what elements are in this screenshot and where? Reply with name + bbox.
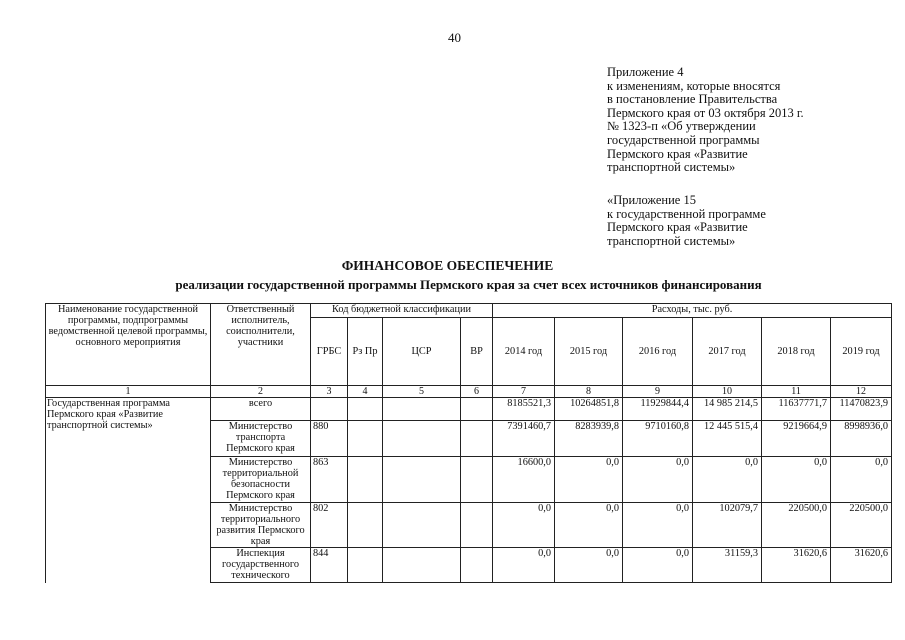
column-number: 11 <box>762 386 831 398</box>
grbs-cell: 844 <box>311 548 348 583</box>
value-cell: 11929844,4 <box>623 398 693 421</box>
appendix-4-line: № 1323-п «Об утверждении <box>607 119 756 134</box>
table-row <box>46 398 892 421</box>
value-cell: 16600,0 <box>493 457 555 503</box>
value-cell: 10264851,8 <box>555 398 623 421</box>
header-year: 2019 год <box>831 318 892 386</box>
appendix-15-line: Пермского края «Развитие <box>607 220 748 235</box>
value-cell: 0,0 <box>623 548 693 583</box>
value-cell: 0,0 <box>623 457 693 503</box>
header-year: 2014 год <box>493 318 555 386</box>
responsible-cell: Министерство транспорта Пермского края <box>211 421 311 457</box>
header-budget-code: Код бюджетной классификации <box>311 304 493 318</box>
value-cell: 0,0 <box>555 503 623 548</box>
vr-cell <box>461 548 493 583</box>
header-responsible: Ответственный исполнитель, соисполнители, участники <box>211 304 311 386</box>
column-number: 10 <box>693 386 762 398</box>
responsible-cell: Инспекция государственного технического <box>211 548 311 583</box>
column-number: 12 <box>831 386 892 398</box>
grbs-cell: 863 <box>311 457 348 503</box>
grbs-cell: 802 <box>311 503 348 548</box>
column-number: 2 <box>211 386 311 398</box>
column-number: 8 <box>555 386 623 398</box>
value-cell: 0,0 <box>831 457 892 503</box>
appendix-15-line: к государственной программе <box>607 206 766 221</box>
appendix-4-block <box>607 66 804 175</box>
appendix-15-line: транспортной системы» <box>607 233 736 248</box>
appendix-4-line: Пермского края от 03 октября 2013 г. <box>607 105 804 120</box>
csr-cell <box>383 421 461 457</box>
value-cell: 0,0 <box>493 548 555 583</box>
value-cell: 31159,3 <box>693 548 762 583</box>
appendix-4-line: транспортной системы» <box>607 160 736 175</box>
value-cell: 9710160,8 <box>623 421 693 457</box>
header-year: 2018 год <box>762 318 831 386</box>
document-subtitle: реализации государственной программы Пермского края за счет всех источников финансирования <box>175 277 762 292</box>
rzpr-cell <box>348 421 383 457</box>
column-number: 9 <box>623 386 693 398</box>
value-cell: 0,0 <box>693 457 762 503</box>
header-csr: ЦСР <box>383 318 461 386</box>
header-rzpr: Рз Пр <box>348 318 383 386</box>
header-vr: ВР <box>461 318 493 386</box>
value-cell: 9219664,9 <box>762 421 831 457</box>
csr-cell <box>383 398 461 421</box>
vr-cell <box>461 457 493 503</box>
document-title: ФИНАНСОВОЕ ОБЕСПЕЧЕНИЕ <box>341 258 554 273</box>
value-cell: 11637771,7 <box>762 398 831 421</box>
vr-cell <box>461 503 493 548</box>
appendix-4-line: в постановление Правительства <box>607 92 778 107</box>
header-name: Наименование государственной программы, подпрограммы ведомственной целевой программы, основного мероприятия <box>46 304 211 386</box>
appendix-4-line: Пермского края «Развитие <box>607 146 748 161</box>
value-cell: 8283939,8 <box>555 421 623 457</box>
header-year: 2015 год <box>555 318 623 386</box>
column-number: 1 <box>46 386 211 398</box>
value-cell: 14 985 214,5 <box>693 398 762 421</box>
column-number: 3 <box>311 386 348 398</box>
appendix-4-line: Приложение 4 <box>607 65 684 79</box>
grbs-cell <box>311 398 348 421</box>
header-grbs: ГРБС <box>311 318 348 386</box>
value-cell: 220500,0 <box>831 503 892 548</box>
value-cell: 0,0 <box>762 457 831 503</box>
rzpr-cell <box>348 548 383 583</box>
column-number: 6 <box>461 386 493 398</box>
rzpr-cell <box>348 398 383 421</box>
program-name-cell: Государственная программа Пермского края «Развитие транспортной системы» <box>46 398 211 583</box>
appendix-15-line: «Приложение 15 <box>607 193 696 207</box>
rzpr-cell <box>348 503 383 548</box>
responsible-cell: Министерство территориального развития Пермского края <box>211 503 311 548</box>
value-cell: 0,0 <box>555 457 623 503</box>
appendix-15-block <box>607 194 766 248</box>
appendix-4-line: к изменениям, которые вносятся <box>607 78 781 93</box>
csr-cell <box>383 548 461 583</box>
header-expenses: Расходы, тыс. руб. <box>493 304 892 318</box>
value-cell: 102079,7 <box>693 503 762 548</box>
header-year: 2017 год <box>693 318 762 386</box>
value-cell: 8998936,0 <box>831 421 892 457</box>
value-cell: 11470823,9 <box>831 398 892 421</box>
appendix-4-line: государственной программы <box>607 132 760 147</box>
column-number: 5 <box>383 386 461 398</box>
value-cell: 0,0 <box>493 503 555 548</box>
value-cell: 31620,6 <box>831 548 892 583</box>
column-number: 7 <box>493 386 555 398</box>
value-cell: 220500,0 <box>762 503 831 548</box>
value-cell: 12 445 515,4 <box>693 421 762 457</box>
header-year: 2016 год <box>623 318 693 386</box>
value-cell: 8185521,3 <box>493 398 555 421</box>
value-cell: 0,0 <box>555 548 623 583</box>
page-number: 40 <box>448 30 461 45</box>
value-cell: 0,0 <box>623 503 693 548</box>
vr-cell <box>461 421 493 457</box>
rzpr-cell <box>348 457 383 503</box>
column-number: 4 <box>348 386 383 398</box>
responsible-cell: Министерство территориальной безопасности Пермского края <box>211 457 311 503</box>
vr-cell <box>461 398 493 421</box>
csr-cell <box>383 457 461 503</box>
financing-table <box>45 303 892 583</box>
value-cell: 7391460,7 <box>493 421 555 457</box>
grbs-cell: 880 <box>311 421 348 457</box>
responsible-cell: всего <box>211 398 311 421</box>
csr-cell <box>383 503 461 548</box>
value-cell: 31620,6 <box>762 548 831 583</box>
